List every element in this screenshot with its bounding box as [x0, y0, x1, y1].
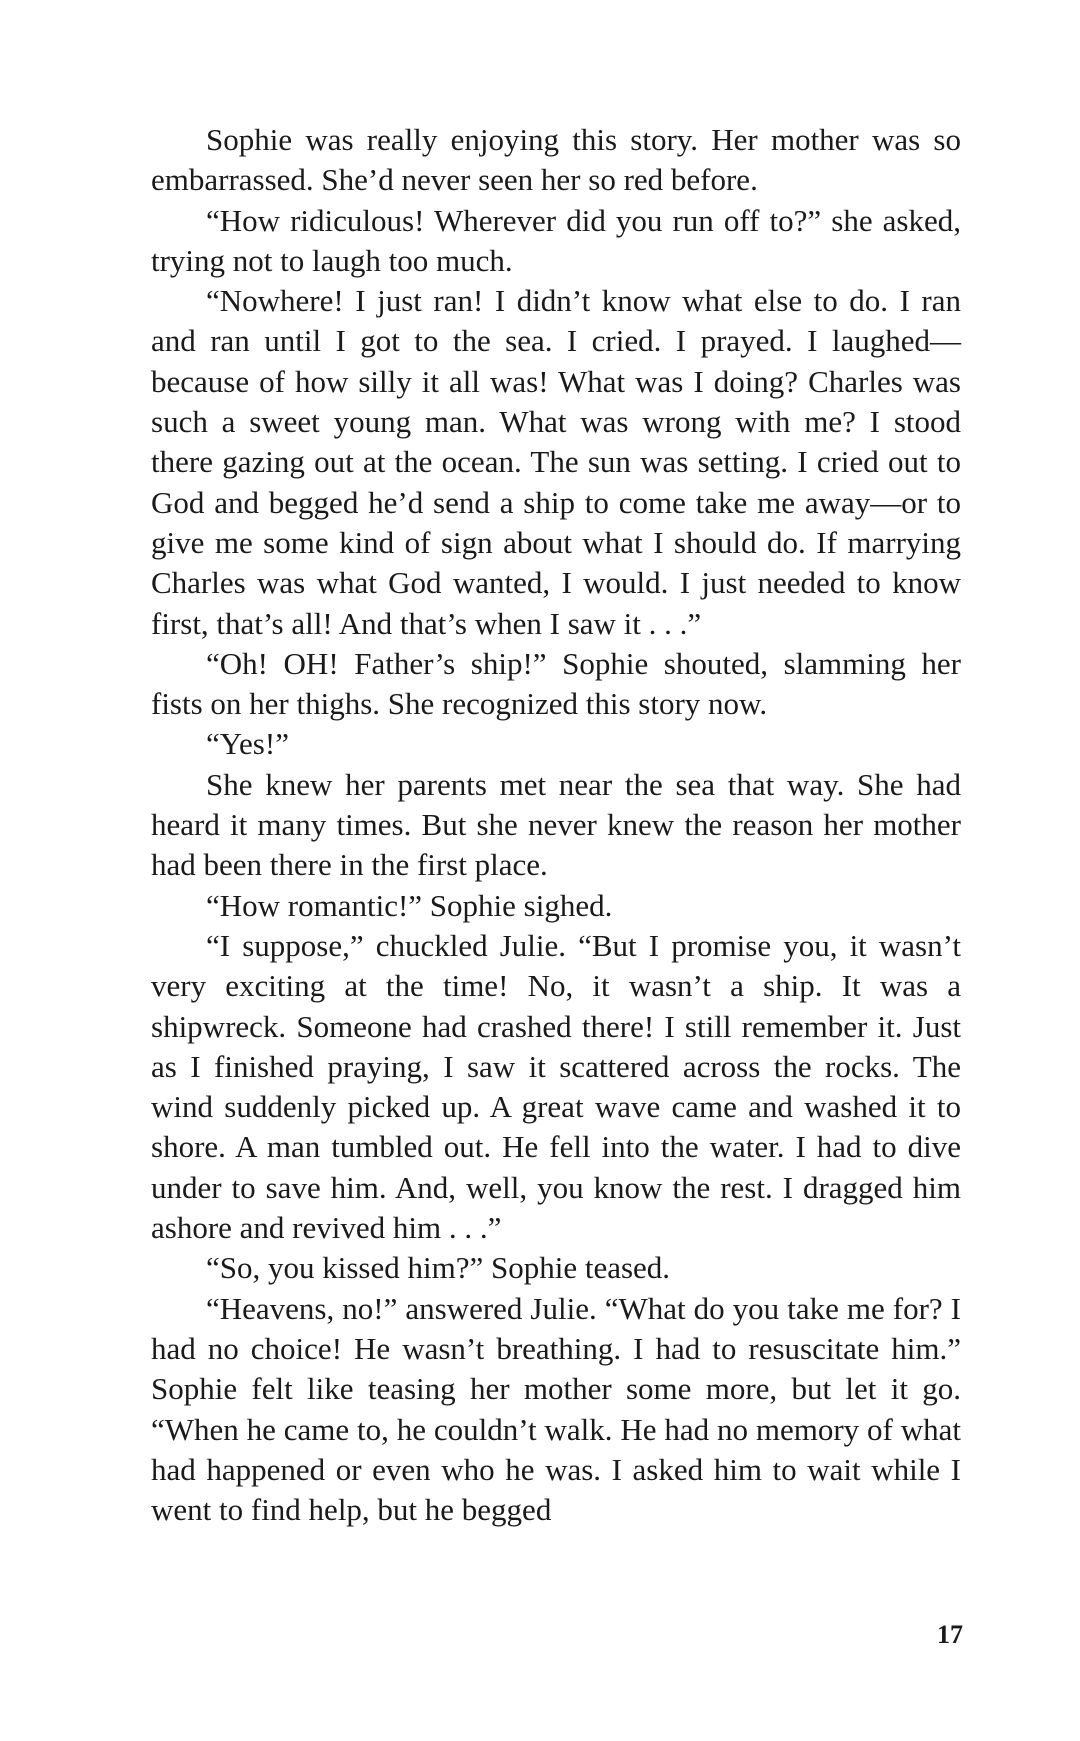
page-number: 17 — [937, 1620, 963, 1649]
paragraph-5: “Yes!” — [206, 726, 289, 762]
body-text — [151, 120, 961, 1530]
paragraph-10: “Heavens, no!” answered Julie. “What do you take me for? I had no choice! He wasn’t breathing. I had to resuscitate him.” Sophie felt like teasing her mother some more, but let it go. “When he came to, he couldn’t walk. He had no memory of what had happened or even who he was. I asked him to wait while I went to find help, but he begged — [151, 1290, 961, 1528]
paragraph-9: “So, you kissed him?” Sophie teased. — [206, 1250, 671, 1286]
paragraph-7: “How romantic!” Sophie sighed. — [206, 887, 613, 923]
paragraph-8: “I suppose,” chuckled Julie. “But I promise you, it wasn’t very exciting at the time! No, it wasn’t a ship. It was a shipwreck. Someone had crashed there! I still remember it. Just as I finished praying, I saw it scattered across the rocks. The wind suddenly picked up. A great wave came and washed it to shore. A man tumbled out. He fell into the water. I had to dive under to save him. And, well, you know the rest. I dragged him ashore and revived him . . .” — [151, 927, 961, 1246]
paragraph-4: “Oh! OH! Father’s ship!” Sophie shouted, slamming her fists on her thighs. She recognized this story now. — [151, 645, 961, 722]
paragraph-6: She knew her parents met near the sea that way. She had heard it many times. But she never knew the reason her mother had been there in the first place. — [151, 766, 961, 883]
paragraph-3: “Nowhere! I just ran! I didn’t know what else to do. I ran and ran until I got to the sea. I cried. I prayed. I laughed—because of how silly it all was! What was I doing? Charles was such a sweet young man. What was wrong with me? I stood there gazing out at the ocean. The sun was setting. I cried out to God and begged he’d send a ship to come take me away—or to give me some kind of sign about what I should do. If marrying Charles was what God wanted, I would. I just needed to know first, that’s all! And that’s when I saw it . . .” — [151, 283, 961, 641]
paragraph-1: Sophie was really enjoying this story. Her mother was so embarrassed. She’d never seen her so red before. — [151, 122, 961, 198]
paragraph-2: “How ridiculous! Wherever did you run off to?” she asked, trying not to laugh too much. — [151, 202, 961, 278]
